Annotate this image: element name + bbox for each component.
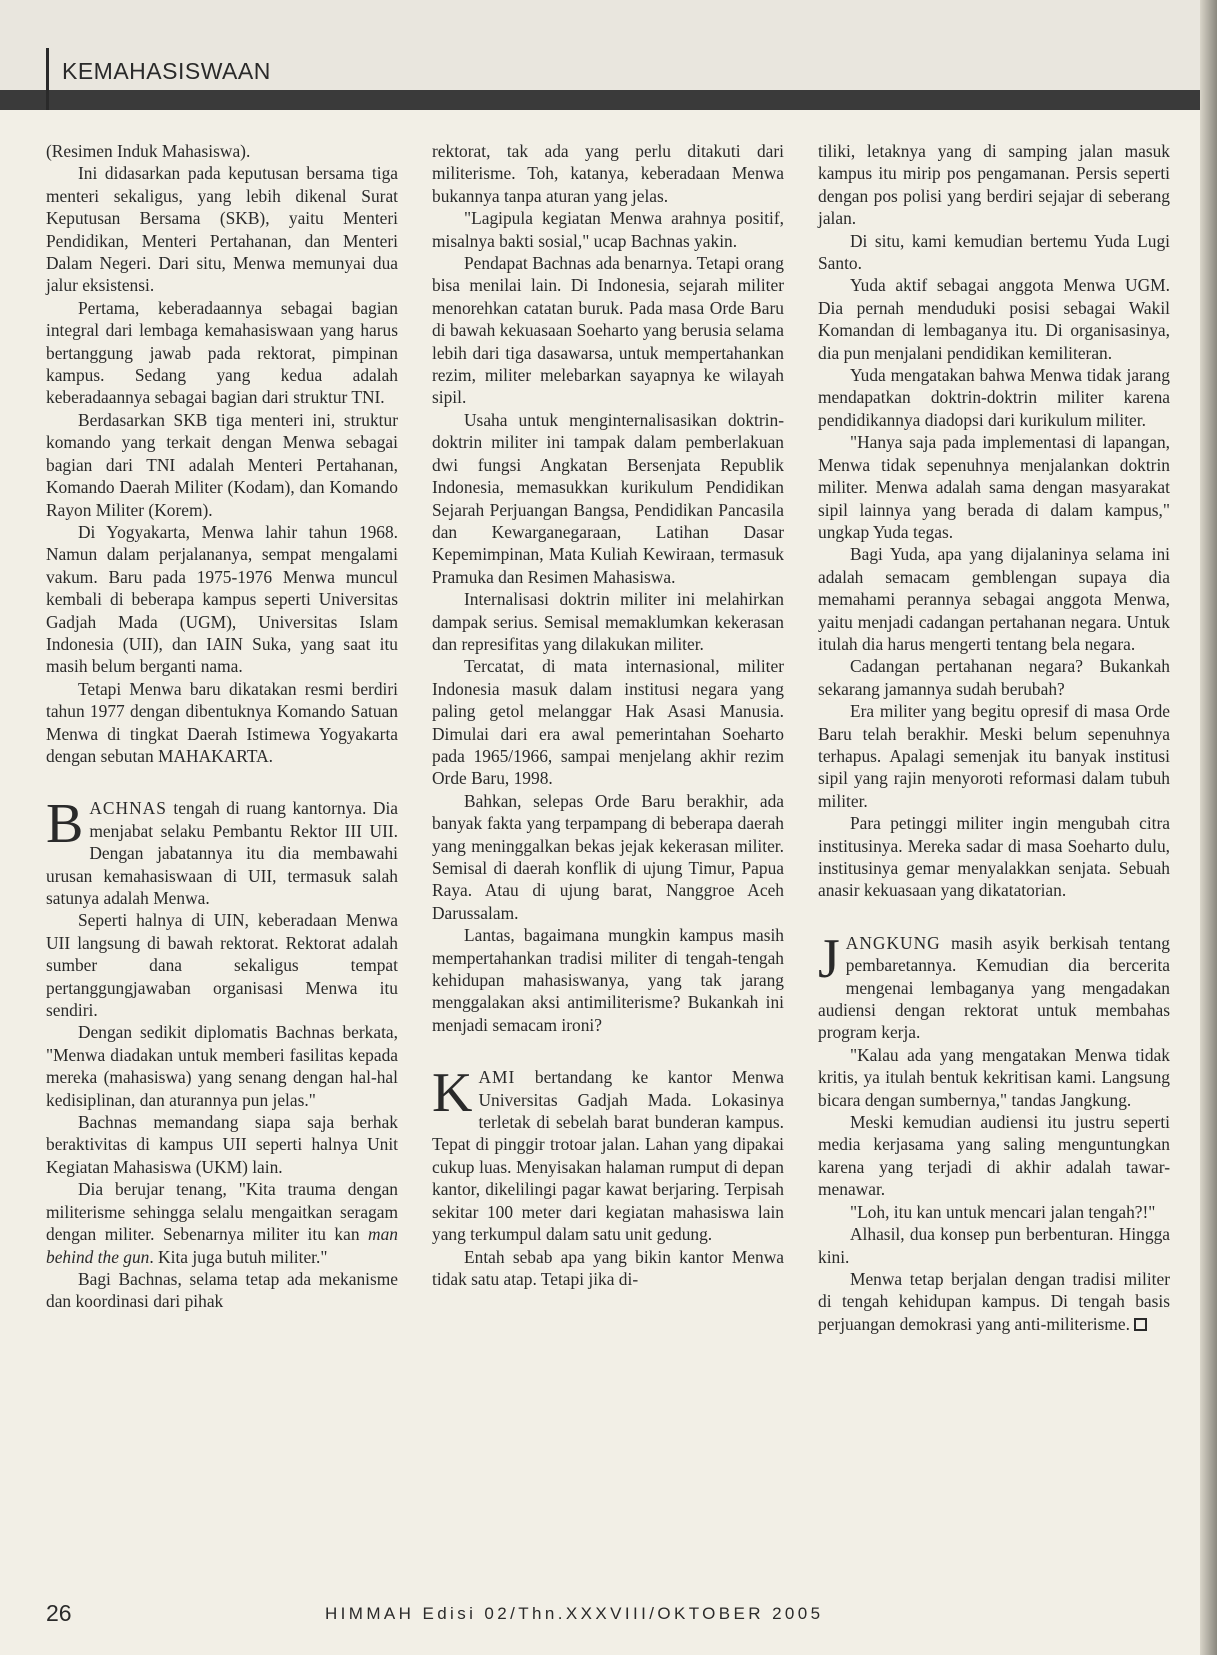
paragraph: Tercatat, di mata internasional, militer Indonesia masuk dalam institusi negara yang paling getol melanggar Hak Asasi Manusia. Dimulai dari era awal pemerintahan Soeharto pada 1965/1966, sampai menjelang akhir rezim Orde Baru, 1998. — [432, 656, 784, 789]
paragraph-dropcap — [432, 1062, 784, 1245]
drop-cap: J — [818, 927, 840, 990]
paragraph-text: bertandang ke kantor Menwa Universitas Gadjah Mada. Lokasinya terletak di sebelah barat bunderan kampus. Tepat di pinggir trotoar jalan. Lahan yang dipakai cukup luas. Menyisakan halaman rumput di depan kantor, dikelilingi pagar kawat berjaring. Terpisah sekitar 100 meter dari kegiatan mahasiswa lain yang terkumpul dalam satu unit gedung. — [432, 1067, 784, 1245]
publication-footer: HIMMAH Edisi 02/Thn.XXXVIII/OKTOBER 2005 — [325, 1604, 824, 1623]
article-column-2 — [432, 140, 784, 1290]
paragraph: Berdasarkan SKB tiga menteri ini, struktur komando yang terkait dengan Menwa sebagai bagian dari TNI adalah Menteri Pertahanan, Komando Daerah Militer (Kodam), dan Komando Rayon Militer (Korem). — [46, 409, 398, 520]
paragraph: "Kalau ada yang mengatakan Menwa tidak kritis, ya itulah bentuk kekritisan kami. Langsung bicara dengan sumbernya," tandas Jangkung. — [818, 1044, 1170, 1110]
drop-cap: B — [46, 793, 84, 856]
paragraph: Pertama, keberadaannya sebagai bagian integral dari lembaga kemahasiswaan yang harus bertanggung jawab pada rektorat, pimpinan kampus. Sedang yang kedua adalah keberadaannya sebagai bagian dari struktur TNI. — [46, 297, 398, 408]
paragraph: Alhasil, dua konsep pun berbenturan. Hingga kini. — [818, 1224, 1170, 1267]
paragraph — [46, 1178, 398, 1268]
paragraph-dropcap — [46, 793, 398, 909]
paragraph: Tetapi Menwa baru dikatakan resmi berdiri tahun 1977 dengan dibentuknya Komando Satuan Menwa di tingkat Daerah Istimewa Yogyakarta dengan sebutan MAHAKARTA. — [46, 678, 398, 766]
page-edge-shadow — [1200, 0, 1217, 1655]
paragraph: Pendapat Bachnas ada benarnya. Tetapi orang bisa menilai lain. Di Indonesia, sejarah militer menorehkan catatan buruk. Pada masa Orde Baru di bawah kekuasaan Soeharto yang berusia selama lebih dari tiga dasawarsa, untuk mempertahankan rezim, militer melebarkan sayapnya ke wilayah sipil. — [432, 253, 784, 408]
article-column-3 — [818, 140, 1170, 1335]
paragraph: Cadangan pertahanan negara? Bukankah sekarang jamannya sudah berubah? — [818, 656, 1170, 699]
paragraph-dropcap — [818, 927, 1170, 1044]
paragraph: Seperti halnya di UIN, keberadaan Menwa UII langsung di bawah rektorat. Rektorat adalah sumber dana sekaligus tempat pertanggungjawaban organisasi Menwa itu sendiri. — [46, 910, 398, 1021]
paragraph: Entah sebab apa yang bikin kantor Menwa tidak satu atap. Tetapi jika di- — [432, 1246, 784, 1289]
paragraph: Dengan sedikit diplomatis Bachnas berkata, "Menwa diadakan untuk memberi fasilitas kepada mereka (mahasiswa) yang senang dengan hal-hal kedisiplinan, dan aturannya pun jelas." — [46, 1022, 398, 1110]
article-column-1 — [46, 140, 398, 1313]
paragraph: Para petinggi militer ingin mengubah citra institusinya. Mereka sadar di masa Soeharto dulu, institusinya gemar menyalakkan senjata. Sebuah anasir kekuasaan yang dikatatorian. — [818, 813, 1170, 901]
paragraph: Era militer yang begitu opresif di masa Orde Baru telah berakhir. Meski belum sepenuhnya terhapus. Apalagi semenjak itu banyak institusi sipil yang rajin menyoroti reformasi dalam tubuh militer. — [818, 701, 1170, 811]
drop-cap: K — [432, 1062, 473, 1125]
paragraph: Bachnas memandang siapa saja berhak beraktivitas di kampus UII seperti halnya Unit Kegiatan Mahasiswa (UKM) lain. — [46, 1112, 398, 1177]
paragraph: "Lagipula kegiatan Menwa arahnya positif, misalnya bakti sosial," ucap Bachnas yakin. — [432, 208, 784, 251]
paragraph: Lantas, bagaimana mungkin kampus masih mempertahankan tradisi militer di tengah-tengah kehidupan mahasiswanya, yang tak jarang menggalakan aksi antimiliterisme? Bukankah ini menjadi semacam ironi? — [432, 925, 784, 1035]
paragraph: Bahkan, selepas Orde Baru berakhir, ada banyak fakta yang terpampang di beberapa daerah yang meninggalkan bekas jejak kekerasan militer. Semisal di daerah konflik di ujung Timur, Papua Raya. Atau di ujung barat, Nanggroe Aceh Darussalam. — [432, 790, 784, 923]
paragraph: Yuda aktif sebagai anggota Menwa UGM. Dia pernah menduduki posisi sebagai Wakil Komandan di lembaganya itu. Di organisasinya, dia pun menjalani pendidikan kemiliteran. — [818, 275, 1170, 363]
header-bar — [0, 90, 1200, 110]
paragraph: Di Yogyakarta, Menwa lahir tahun 1968. Namun dalam perjalananya, sempat mengalami vakum. Baru pada 1975-1976 Menwa muncul kembali di beberapa kampus seperti Universitas Gadjah Mada (UGM), Universitas Islam Indonesia (UII), dan IAIN Suka, yang saat itu masih belum berganti nama. — [46, 521, 398, 677]
paragraph: Meski kemudian audiensi itu justru seperti media kerjasama yang saling menguntungkan karena yang terjadi di akhir adalah tawar-menawar. — [818, 1112, 1170, 1200]
paragraph: Yuda mengatakan bahwa Menwa tidak jarang mendapatkan doktrin-doktrin militer karena pendidikannya diadopsi dari kurikulum militer. — [818, 365, 1170, 430]
paragraph: "Hanya saja pada implementasi di lapangan, Menwa tidak sepenuhnya menjalankan doktrin militer. Menwa adalah sama dengan masyarakat sipil lainnya yang berada di dalam kampus," ungkap Yuda tegas. — [818, 432, 1170, 542]
header-rule — [46, 48, 49, 110]
paragraph: Bagi Yuda, apa yang dijalaninya selama ini adalah semacam gemblengan supaya dia memahami perannya sebagai anggota Menwa, yaitu menjadi cadangan pertahanan negara. Untuk itulah dia harus mengerti tentang bela negara. — [818, 544, 1170, 654]
paragraph: (Resimen Induk Mahasiswa). — [46, 141, 251, 161]
lead-caps: AMI — [478, 1067, 516, 1088]
page-number: 26 — [46, 1600, 72, 1626]
paragraph-text: . Kita juga butuh militer." — [149, 1246, 328, 1267]
paragraph-text: masih asyik berkisah tentang pembaretannya. Kemudian dia bercerita mengenai lembaganya yang mengadakan audiensi dengan rektorat untuk membahas program kerja. — [818, 932, 1170, 1043]
paragraph: Di situ, kami kemudian bertemu Yuda Lugi Santo. — [818, 230, 1170, 274]
paragraph: Bagi Bachnas, selama tetap ada mekanisme dan koordinasi dari pihak — [46, 1268, 398, 1312]
paragraph-text: Dia berujar tenang, "Kita trauma dengan militerisme sehingga selalu mengaitkan seragam dengan militer. Sebenarnya militer itu kan — [46, 1179, 398, 1245]
paragraph: Usaha untuk menginternalisasikan doktrin-doktrin militer ini tampak dalam pemberlakuan dwi fungsi Angkatan Bersenjata Republik Indonesia, memasukkan kurikulum Pendidikan Sejarah Perjuangan Bangsa, Pendidikan Pancasila dan Kewarganegaraan, Latihan Dasar Kepemimpinan, Mata Kuliah Kewiraan, termasuk Pramuka dan Resimen Mahasiswa. — [432, 409, 784, 587]
paragraph-text: tengah di ruang kantornya. Dia menjabat selaku Pembantu Rektor III UII. Dengan jabatannya itu dia membawahi urusan kemahasiswaan di UII, termasuk salah satunya adalah Menwa. — [46, 798, 398, 908]
paragraph-text: Menwa tetap berjalan dengan tradisi militer di tengah kehidupan kampus. Di tengah basis perjuangan demokrasi yang anti-militerisme. — [818, 1268, 1170, 1334]
section-title: KEMAHASISWAAN — [62, 58, 271, 84]
lead-caps: ANGKUNG — [845, 932, 941, 953]
paragraph: tiliki, letaknya yang di samping jalan masuk kampus itu mirip pos pengamanan. Persis seperti dengan pos polisi yang berdiri sejajar di seberang jalan. — [818, 141, 1170, 229]
paragraph: "Loh, itu kan untuk mencari jalan tengah?!" — [850, 1201, 1156, 1222]
end-mark-icon — [1134, 1318, 1147, 1331]
paragraph: Ini didasarkan pada keputusan bersama tiga menteri sekaligus, yang lebih dikenal Surat Keputusan Bersama (SKB), yaitu Menteri Pendidikan, Menteri Pertahanan, dan Menteri Dalam Negeri. Dari situ, Menwa memunyai dua jalur eksistensi. — [46, 163, 398, 296]
lead-caps: ACHNAS — [89, 798, 167, 819]
paragraph — [818, 1268, 1170, 1335]
paragraph: rektorat, tak ada yang perlu ditakuti dari militerisme. Toh, katanya, keberadaan Menwa bukannya tanpa aturan yang jelas. — [432, 141, 784, 206]
paragraph: Internalisasi doktrin militer ini melahirkan dampak serius. Semisal memaklumkan kekerasan dan represifitas yang dilakukan militer. — [432, 589, 784, 654]
italic-phrase: man behind the gun — [46, 1224, 398, 1267]
